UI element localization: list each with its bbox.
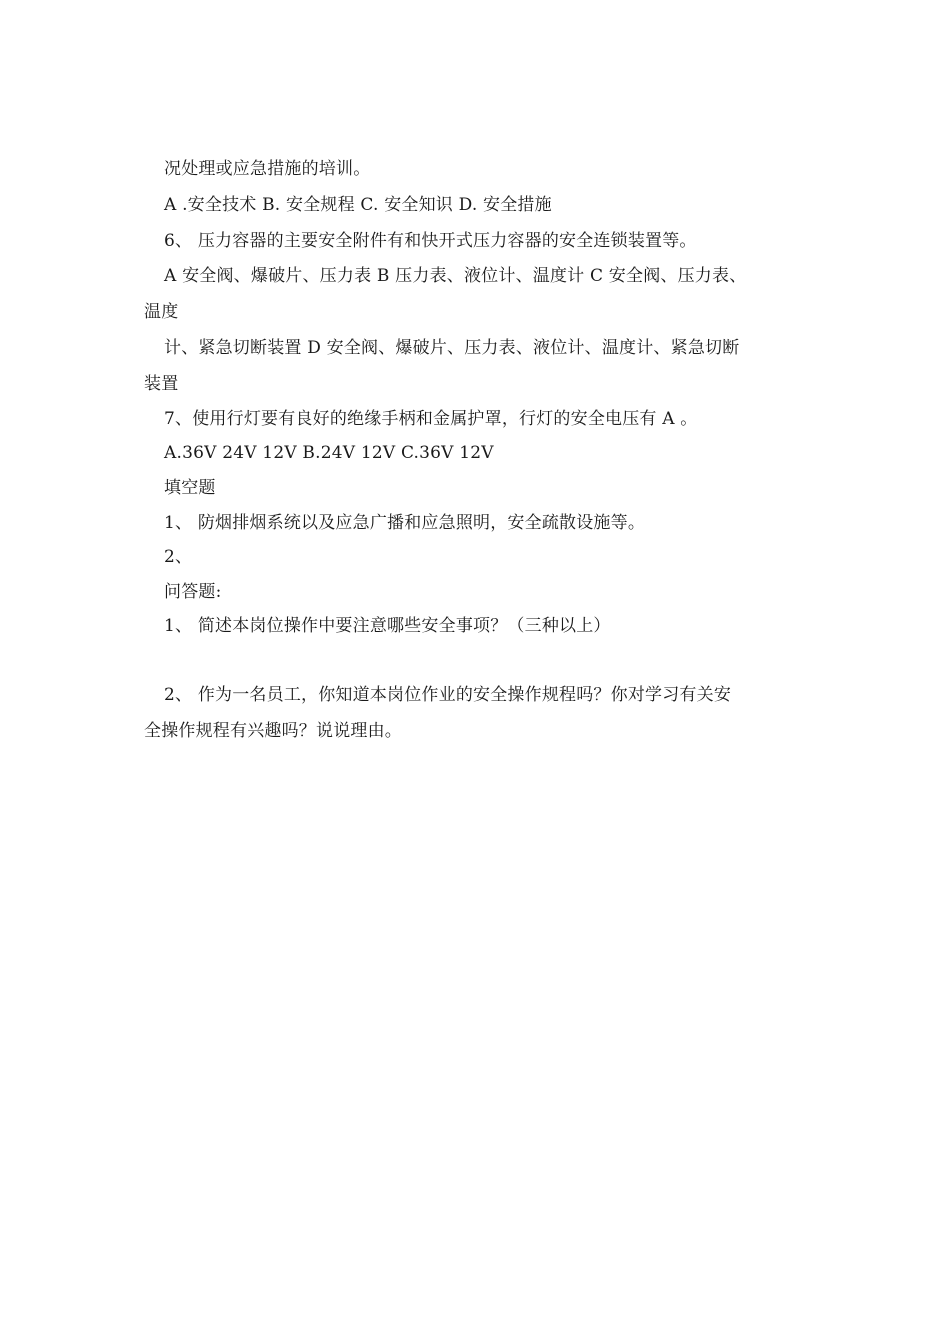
text-line: A .安全技术 B. 安全规程 C. 安全知识 D. 安全措施 xyxy=(164,195,552,215)
text-line: 2、 作为一名员工，你知道本岗位作业的安全操作规程吗？你对学习有关安 xyxy=(164,685,732,705)
text-line: 全操作规程有兴趣吗？说说理由。 xyxy=(144,721,402,741)
text-line: 6、 压力容器的主要安全附件有和快开式压力容器的安全连锁装置等。 xyxy=(164,231,697,251)
text-line: 装置 xyxy=(144,374,179,394)
text-line: 温度 xyxy=(144,302,179,322)
text-line: A.36V 24V 12V B.24V 12V C.36V 12V xyxy=(164,443,494,463)
section-heading: 问答题: xyxy=(164,582,222,602)
text-line: 2、 xyxy=(164,547,193,567)
text-line: 况处理或应急措施的培训。 xyxy=(164,159,371,179)
text-line: 1、 简述本岗位操作中要注意哪些安全事项？（三种以上） xyxy=(164,616,611,636)
text-line: 1、 防烟排烟系统以及应急广播和应急照明，安全疏散设施等。 xyxy=(164,513,646,533)
text-line: A 安全阀、爆破片、压力表 B 压力表、液位计、温度计 C 安全阀、压力表、 xyxy=(164,266,747,286)
section-heading: 填空题 xyxy=(164,478,216,498)
text-line: 计、紧急切断装置 D 安全阀、爆破片、压力表、液位计、温度计、紧急切断 xyxy=(164,338,740,358)
text-line: 7、使用行灯要有良好的绝缘手柄和金属护罩，行灯的安全电压有 A 。 xyxy=(164,409,698,429)
